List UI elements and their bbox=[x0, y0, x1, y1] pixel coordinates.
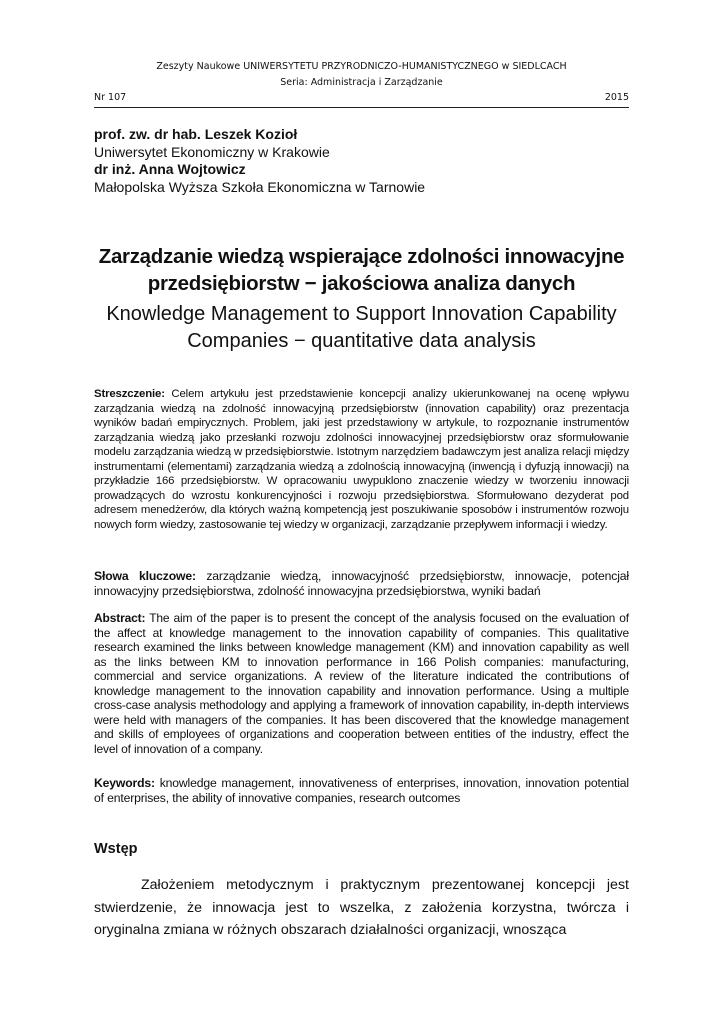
author-block bbox=[94, 126, 634, 196]
author-name: dr inż. Anna Wojtowicz bbox=[94, 161, 246, 177]
streszczenie-text: Celem artykułu jest przedstawienie koncepcji analizy ukierunkowanej na ocenę wpływu zarządzania wiedzą na zdolność innowacyjną przedsiębiorstw (innovation capability) oraz prezentacja wyników badań empirycznych. Problem, jaki jest przedstawiony w artykule, to rozpoznanie instrumentów zarządzania wiedzą jako przesłanki rozwoju zdolności innowacyjnej przedsiębiorstw oraz sformułowanie modelu zarządzania wiedzą w przedsiębiorstwie. Istotnym narzędziem badawczym jest analiza relacji między instrumentami (elementami) zarządzania wiedzą a zdolnością innowacyjną (inwencją i dyfuzją innowacji) na przykładzie 166 przedsiębiorstw. W opracowaniu uwypuklono znaczenie wiedzy w tworzeniu innowacji prowadzących do wzrostu konkurencyjności i rozwoju przedsiębiorstwa. Sformułowano dezyderat pod adresem menedżerów, dla których ważną kompetencją jest poszukiwanie sposobów i instrumentów rozwoju nowych form wiedzy, zastosowanie tej wiedzy w organizacji, zarządzanie przepływem informacji i wiedzy. bbox=[94, 388, 629, 531]
keywords-paragraph bbox=[94, 776, 629, 805]
abstract-text: The aim of the paper is to present the concept of the analysis focused on the evaluation of the affect at knowledge management to the innovation capability of companies. This qualitative research examined the links between knowledge management (KM) and innovation capability as well as the links between KM to innovation performance in 166 Polish companies: manufacturing, commercial and service organizations. A review of the literature indicated the contributions of knowledge management to the innovation capability and innovation performance. Using a multiple cross-case analysis methodology and applying a framework of innovation capability, in-depth interviews were held with managers of the companies. It has been discovered that the knowledge management and skills of employees of organizations and cooperation between entities of the industry, effect the level of innovation of a company. bbox=[94, 611, 629, 756]
slowa-kluczowe-text: zarządzanie wiedzą, innowacyjność przedsiębiorstw, innowacje, potencjał innowacyjny przedsiębiorstwa, zdolność innowacyjna przedsiębiorstwa, wyniki badań bbox=[94, 569, 629, 598]
keywords-label: Keywords: bbox=[94, 776, 155, 790]
abstract-paragraph bbox=[94, 611, 629, 756]
title-polish: Zarządzanie wiedzą wspierające zdolności innowacyjne przedsiębiorstw − jakościowa analiza danych bbox=[98, 245, 625, 295]
header-rule bbox=[94, 107, 629, 108]
journal-series: Seria: Administracja i Zarządzanie bbox=[280, 77, 443, 88]
slowa-kluczowe-paragraph bbox=[94, 569, 629, 598]
author-name: prof. zw. dr hab. Leszek Kozioł bbox=[94, 126, 298, 142]
issue-number: Nr 107 bbox=[94, 92, 127, 103]
issue-year: 2015 bbox=[604, 92, 629, 103]
author-affiliation: Uniwersytet Ekonomiczny w Krakowie bbox=[94, 143, 330, 160]
author-affiliation: Małopolska Wyższa Szkoła Ekonomiczna w Tarnowie bbox=[94, 178, 426, 195]
streszczenie-paragraph bbox=[94, 387, 629, 532]
slowa-kluczowe-label: Słowa kluczowe: bbox=[94, 569, 196, 583]
journal-name: Zeszyty Naukowe UNIWERSYTETU PRZYRODNICZO-HUMANISTYCZNEGO w SIEDLCACH bbox=[156, 61, 567, 72]
title-block bbox=[94, 243, 629, 355]
keywords-text: knowledge management, innovativeness of enterprises, innovation, innovation potential of enterprises, the ability of innovative companies, research outcomes bbox=[94, 776, 629, 805]
title-english: Knowledge Management to Support Innovation Capability Companies − quantitative data analysis bbox=[106, 303, 617, 352]
section-heading: Wstęp bbox=[94, 841, 138, 857]
abstract-label: Abstract: bbox=[94, 611, 146, 625]
intro-paragraph: Założeniem metodycznym i praktycznym prezentowanej koncepcji jest stwierdzenie, że innowacja jest to wszelka, z założenia korzystna, twórcza i oryginalna zmiana w różnych obszarach działalności organizacji, wnosząca bbox=[94, 877, 629, 938]
streszczenie-label: Streszczenie: bbox=[94, 388, 165, 400]
